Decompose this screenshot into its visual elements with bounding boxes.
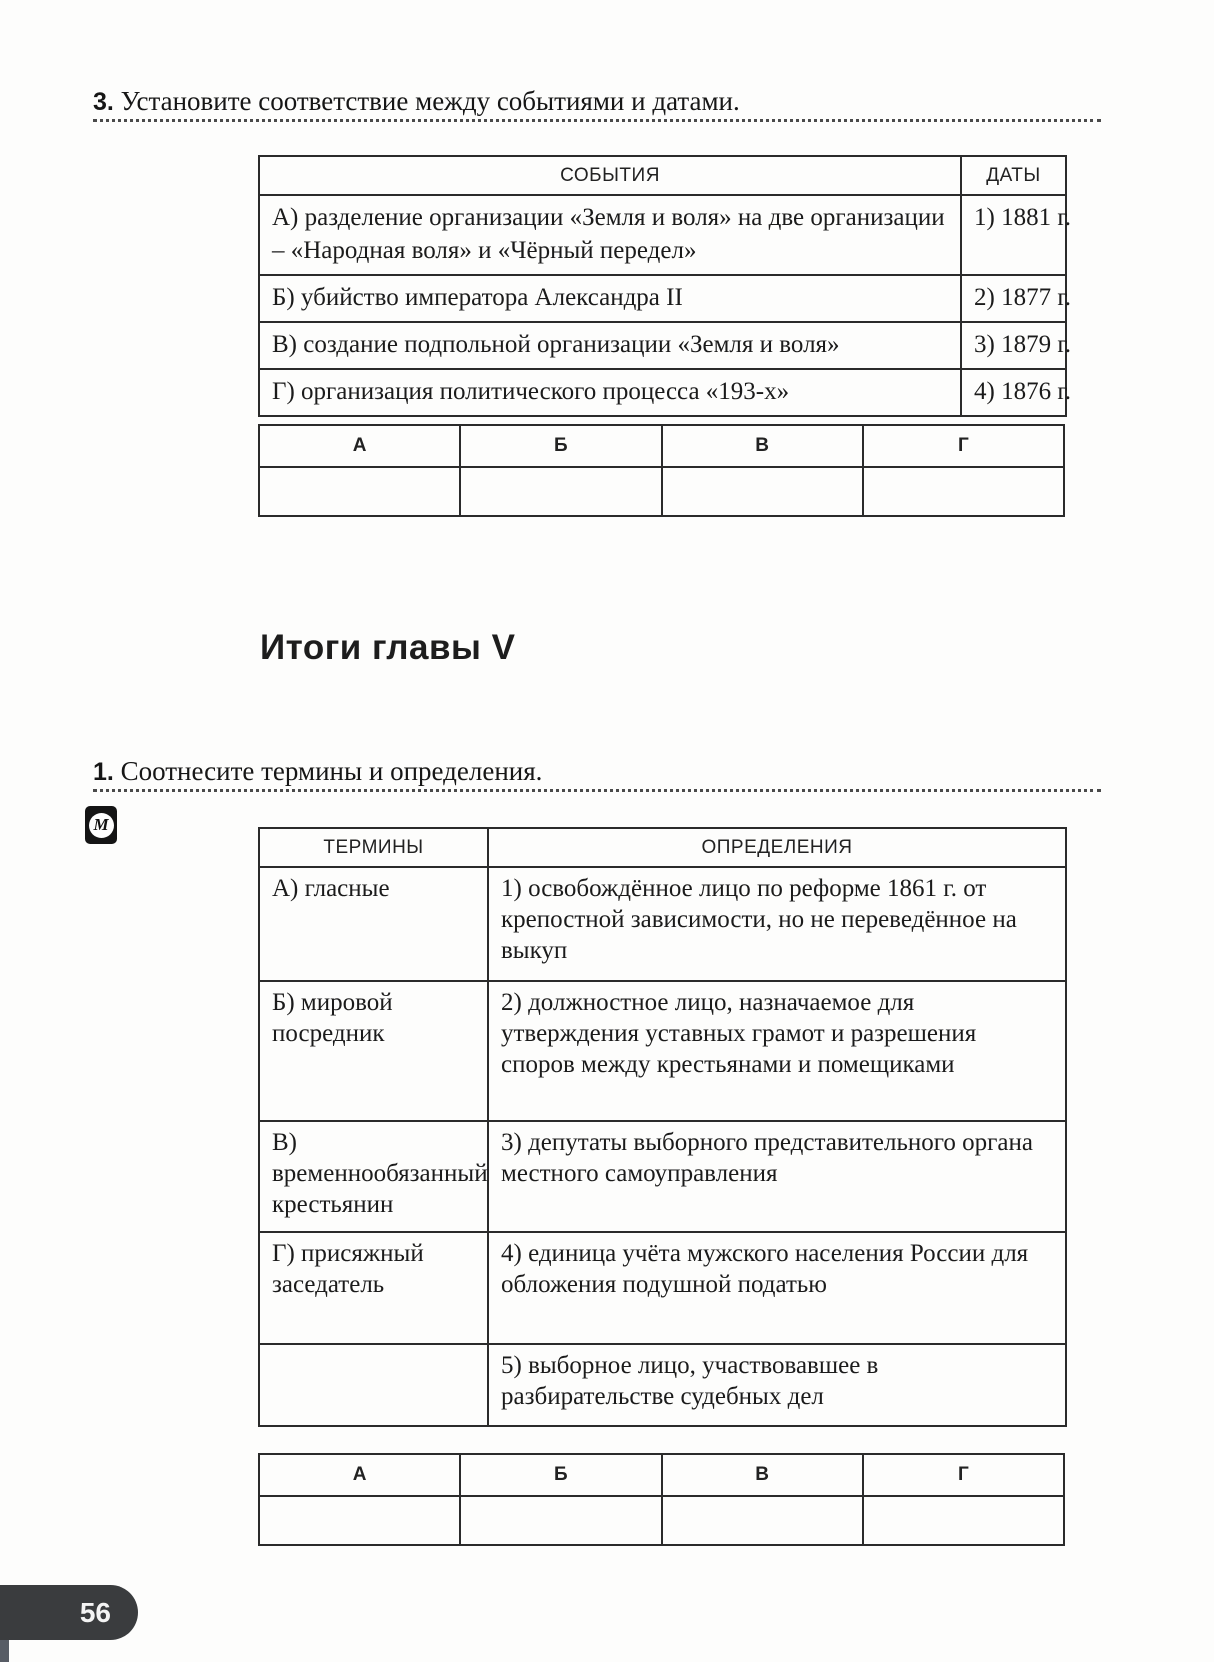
answer-table-task3: [258, 424, 1065, 517]
answer-cell-b[interactable]: [460, 1496, 661, 1545]
answer-input-row: [259, 1496, 1064, 1545]
answer-cell-v[interactable]: [662, 467, 863, 516]
answer-cell-a[interactable]: [259, 1496, 460, 1545]
answer-header-v: В: [662, 1454, 863, 1496]
answer-header-b: Б: [460, 425, 661, 467]
terms-column-header: ТЕРМИНЫ: [259, 828, 488, 867]
task1-title: [93, 755, 1103, 788]
answer-header-g: Г: [863, 425, 1064, 467]
event-cell: Г) организация политического процесса «193-х»: [259, 369, 961, 416]
terms-definitions-table: [258, 827, 1067, 1427]
date-cell: 3) 1879 г.: [961, 322, 1066, 369]
date-cell: 4) 1876 г.: [961, 369, 1066, 416]
definition-cell: 2) должностное лицо, назначаемое для утверждения уставных грамот и разрешения споров между крестьянами и помещиками: [488, 981, 1066, 1121]
definitions-column-header: ОПРЕДЕЛЕНИЯ: [488, 828, 1066, 867]
event-row: [259, 369, 1066, 416]
answer-header-row: [259, 1454, 1064, 1496]
margin-m-icon: [85, 806, 117, 844]
task3-title-text: Установите соответствие между событиями и датами.: [120, 86, 740, 116]
answer-header-a: А: [259, 425, 460, 467]
table-header-row: [259, 828, 1066, 867]
answer-cell-v[interactable]: [662, 1496, 863, 1545]
date-cell: 2) 1877 г.: [961, 275, 1066, 322]
term-row: [259, 1232, 1066, 1344]
definition-cell: 3) депутаты выборного представительного органа местного самоуправления: [488, 1121, 1066, 1232]
term-row: [259, 1344, 1066, 1426]
term-cell: [259, 1344, 488, 1426]
term-cell: В) временнообязанный крестьянин: [259, 1121, 488, 1232]
answer-cell-a[interactable]: [259, 467, 460, 516]
answer-header-a: А: [259, 1454, 460, 1496]
term-row: [259, 867, 1066, 981]
answer-cell-g[interactable]: [863, 467, 1064, 516]
dotted-rule: [93, 119, 1101, 122]
events-dates-table: [258, 155, 1072, 417]
event-cell: В) создание подпольной организации «Земля и воля»: [259, 322, 961, 369]
event-cell: Б) убийство императора Александра II: [259, 275, 961, 322]
term-row: [259, 981, 1066, 1121]
task3-title: [93, 85, 1103, 118]
margin-m-icon-letter: М: [89, 813, 114, 838]
term-row: [259, 1121, 1066, 1232]
definition-cell: 1) освобождённое лицо по реформе 1861 г. от крепостной зависимости, но не переведённое на выкуп: [488, 867, 1066, 981]
table-header-row: [259, 156, 1066, 195]
answer-header-b: Б: [460, 1454, 661, 1496]
date-cell: 1) 1881 г.: [961, 195, 1066, 275]
event-cell: А) разделение организации «Земля и воля» на две организации – «Народная воля» и «Чёрный передел»: [259, 195, 961, 275]
event-row: [259, 322, 1066, 369]
event-row: [259, 275, 1066, 322]
chapter-heading: Итоги главы V: [260, 628, 516, 667]
answer-input-row: [259, 467, 1064, 516]
answer-header-v: В: [662, 425, 863, 467]
page-number: 56: [79, 1596, 111, 1628]
answer-cell-g[interactable]: [863, 1496, 1064, 1545]
page-number-pill: [0, 1585, 138, 1640]
task1-title-text: Соотнесите термины и определения.: [120, 756, 543, 786]
event-row: [259, 195, 1066, 275]
answer-header-g: Г: [863, 1454, 1064, 1496]
answer-table-task1: [258, 1453, 1065, 1546]
dotted-rule: [93, 789, 1101, 792]
definition-cell: 5) выборное лицо, участвовавшее в разбирательстве судебных дел: [488, 1344, 1066, 1426]
term-cell: Г) присяжный заседатель: [259, 1232, 488, 1344]
task3-number: 3.: [93, 88, 114, 116]
dates-column-header: ДАТЫ: [961, 156, 1066, 195]
term-cell: А) гласные: [259, 867, 488, 981]
answer-header-row: [259, 425, 1064, 467]
answer-cell-b[interactable]: [460, 467, 661, 516]
term-cell: Б) мировой посредник: [259, 981, 488, 1121]
task1-number: 1.: [93, 758, 114, 786]
definition-cell: 4) единица учёта мужского населения России для обложения подушной податью: [488, 1232, 1066, 1344]
events-column-header: СОБЫТИЯ: [259, 156, 961, 195]
